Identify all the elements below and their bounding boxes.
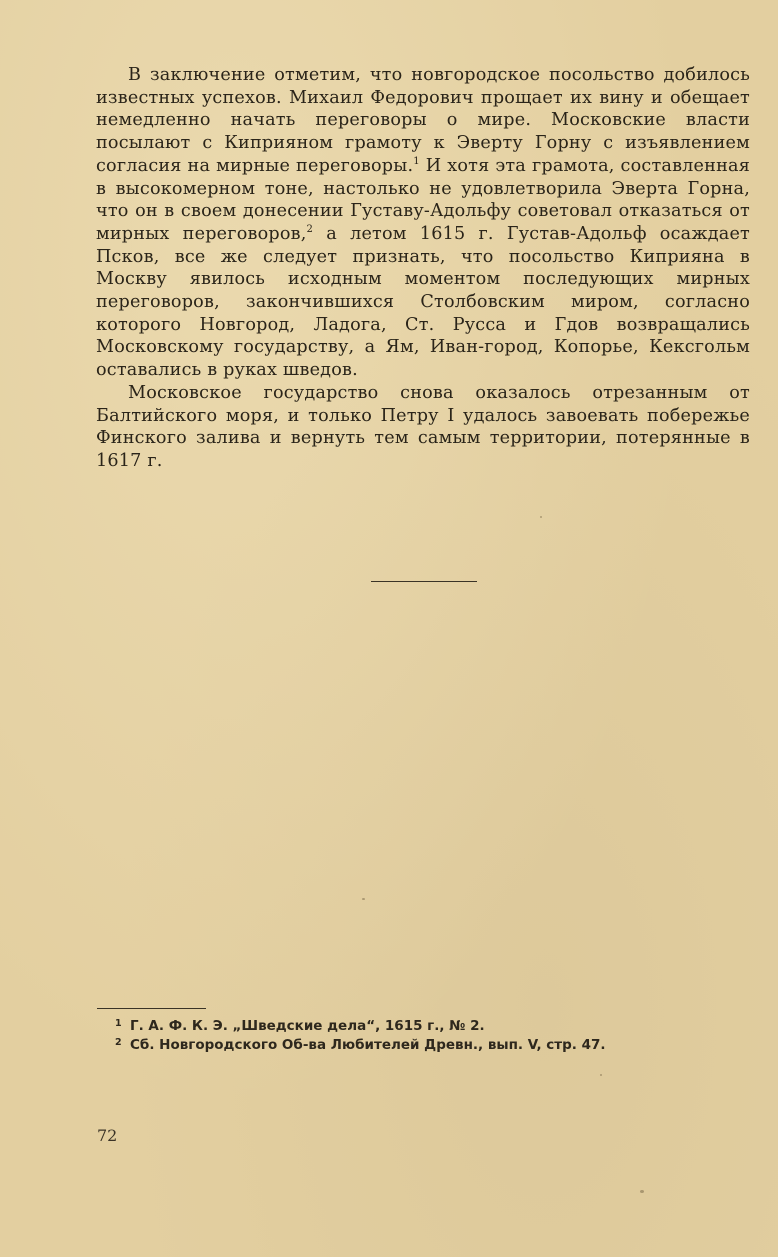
paper-speck	[362, 898, 365, 900]
footnote-divider	[97, 1008, 206, 1009]
text-segment: И хотя эта грамота, составленная в высокомерном тоне, настолько не удовлетворила Эверта Горна, что он в своем донесении Густаву-Адольфу советовал отказаться от мирных переговоров,	[96, 155, 751, 244]
section-divider	[371, 581, 477, 582]
text-segment: а летом 1615 г. Густав-Адольф осаждает Псков, все же следует признать, что посольство Киприяна в Москву явилось исходным моментом последующих мирных переговоров, закончившихся Столбовским миром, согласно которого Новгород, Ладога, Ст. Русса и Гдов возвращались Московскому государству, а Ям, Иван-город, Копорье, Кексгольм оставались в руках шведов.	[96, 223, 750, 381]
main-text	[96, 64, 750, 473]
footnote-mark: 2	[115, 1037, 122, 1048]
footnotes	[115, 1017, 730, 1055]
text-segment: В заключение отметим, что новгородское посольство добилось известных успехов. Михаил Федорович прощает их вину и обещает немедленно начать переговоры о мире. Московские власти посылают с Киприяном грамоту к Эверту Горну с изъявлением согласия на мирные переговоры.	[96, 65, 750, 176]
paragraph	[96, 382, 750, 473]
paper-speck	[640, 1190, 644, 1193]
paper-speck	[540, 516, 542, 518]
footnote-2	[115, 1036, 730, 1055]
paper-speck	[600, 1074, 602, 1076]
footnote-text: Г. А. Ф. К. Э. „Шведские дела“, 1615 г., № 2.	[130, 1018, 485, 1034]
footnote-1	[115, 1017, 730, 1036]
footnote-text: Сб. Новгородского Об-ва Любителей Древн., вып. V, стр. 47.	[130, 1037, 606, 1053]
paragraph	[96, 64, 750, 382]
footnote-reference: 2	[306, 224, 314, 236]
text-segment: Московское государство снова оказалось отрезанным от Балтийского моря, и только Петру I удалось завоевать побережье Финского залива и вернуть тем самым территории, потерянные в 1617 г.	[96, 382, 750, 471]
footnote-reference: 1	[413, 155, 420, 167]
page-number: 72	[97, 1126, 118, 1145]
footnote-mark: 1	[115, 1018, 122, 1029]
